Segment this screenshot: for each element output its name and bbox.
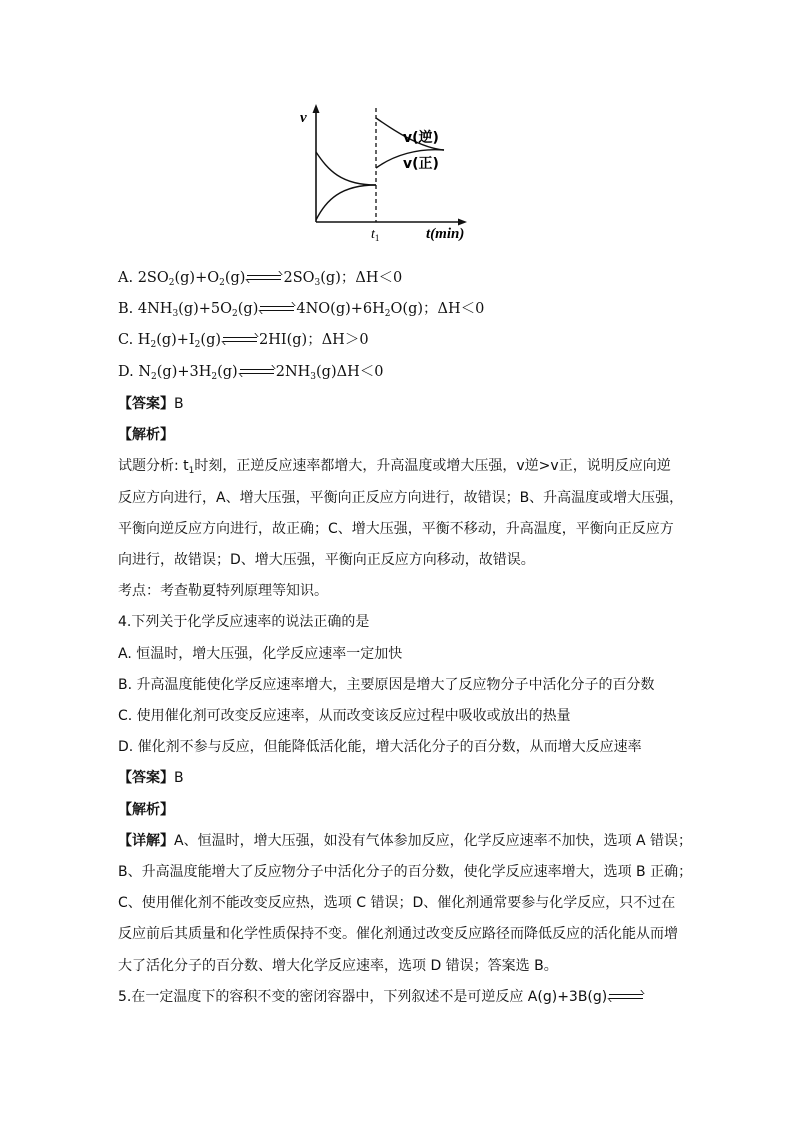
answer-value: B bbox=[174, 396, 184, 412]
option-c-q3 bbox=[118, 330, 369, 350]
formula-text: (g) bbox=[200, 332, 222, 348]
formula-text: 2SO bbox=[283, 270, 315, 286]
q4-answer bbox=[118, 768, 184, 788]
formula-text: (g)+3H bbox=[156, 364, 212, 380]
option-letter: B. bbox=[118, 301, 134, 317]
q4-detail-line-2: B、升高温度能增大了反应物分子中活化分子的百分数，使化学反应速率增大，选项 B 正确； bbox=[118, 864, 693, 880]
graph-svg bbox=[296, 100, 486, 248]
formula-text: (g) bbox=[237, 301, 259, 317]
formula-text: N bbox=[138, 364, 152, 380]
q4-option-b: B. 升高温度能使化学反应速率增大，主要原因是增大了反应物分子中活化分子的百分数 bbox=[118, 677, 655, 693]
subscript: 2 bbox=[384, 309, 391, 319]
subscript: 2 bbox=[232, 309, 238, 319]
q4-option-a: A. 恒温时，增大压强，化学反应速率一定加快 bbox=[118, 646, 403, 662]
t1-label-sub: 1 bbox=[374, 233, 380, 243]
y-axis-arrow bbox=[313, 104, 320, 113]
curve-reverse-before bbox=[316, 152, 376, 185]
formula-text: O(g)；ΔH＜0 bbox=[390, 301, 485, 317]
subscript: 3 bbox=[310, 372, 317, 382]
equilibrium-arrow-icon bbox=[223, 335, 257, 345]
option-letter: D. bbox=[118, 364, 134, 380]
t1-label-main: t bbox=[371, 227, 375, 242]
q4-detail-line-5: 大了活化分子的百分数、增大化学反应速率，选项 D 错误；答案选 B。 bbox=[118, 958, 558, 974]
formula-text: (g)；ΔH＜0 bbox=[320, 270, 403, 286]
q5-stem bbox=[118, 987, 645, 1007]
answer-label: 【答案】 bbox=[118, 770, 174, 786]
subscript: 2 bbox=[211, 372, 218, 382]
equilibrium-arrow-icon bbox=[247, 273, 281, 283]
formula-text: 2SO bbox=[137, 270, 169, 286]
answer-value: B bbox=[174, 770, 184, 786]
subscript: 2 bbox=[194, 340, 201, 350]
subscript: 3 bbox=[172, 309, 179, 319]
q3-analysis-line-1 bbox=[118, 456, 671, 476]
formula-text: (g)ΔH＜0 bbox=[316, 364, 384, 380]
subscript: 2 bbox=[219, 278, 225, 288]
analysis-text: 试题分析: t bbox=[118, 458, 189, 474]
q3-kaodian: 考点：考查勒夏特列原理等知识。 bbox=[118, 583, 328, 599]
formula-text: (g)+I bbox=[156, 332, 195, 348]
q4-option-c: C. 使用催化剂可改变反应速率，从而改变该反应过程中吸收或放出的热量 bbox=[118, 708, 571, 724]
t1-label bbox=[371, 227, 379, 243]
equilibrium-arrow-icon bbox=[260, 304, 294, 314]
detail-label: 【详解】 bbox=[118, 833, 174, 849]
rate-time-graph bbox=[296, 100, 486, 248]
q4-detail-line-3: C、使用催化剂不能改变反应热，选项 C 错误；D、催化剂通常要参与化学反应，只不过在 bbox=[118, 895, 676, 911]
curve-forward-label: v(正) bbox=[403, 156, 439, 172]
q5-stem-text: 5.在一定温度下的容积不变的密闭容器中，下列叙述不是可逆反应 A(g)+3B(g) bbox=[118, 989, 608, 1005]
q3-analysis-line-3: 平衡向逆反应方向进行，故正确；C、增大压强，平衡不移动，升高温度，平衡向正反应方 bbox=[118, 521, 674, 537]
q3-answer bbox=[118, 394, 184, 414]
option-a-q3 bbox=[118, 268, 402, 288]
subscript: 2 bbox=[168, 278, 175, 288]
option-letter: A. bbox=[118, 270, 134, 286]
option-b-q3 bbox=[118, 299, 484, 319]
subscript: 3 bbox=[314, 278, 321, 288]
formula-text: 4NO(g)+6H bbox=[296, 301, 385, 317]
formula-text: (g)+O bbox=[174, 270, 220, 286]
curve-reverse-label: v(逆) bbox=[403, 130, 439, 146]
q4-detail-line-1 bbox=[118, 831, 692, 851]
formula-text: 2NH bbox=[275, 364, 311, 380]
subscript: 2 bbox=[151, 372, 157, 382]
q4-option-d: D. 催化剂不参与反应，但能降低活化能，增大活化分子的百分数，从而增大反应速率 bbox=[118, 739, 642, 755]
q3-analysis-label: 【解析】 bbox=[118, 427, 174, 443]
formula-text: 4NH bbox=[137, 301, 173, 317]
y-axis-label: v bbox=[300, 110, 307, 126]
analysis-text: 时刻，正逆反应速率都增大，升高温度或增大压强，v逆>v正，说明反应向逆 bbox=[194, 458, 671, 474]
q4-analysis-label: 【解析】 bbox=[118, 802, 174, 818]
formula-text: 2HI(g)；ΔH＞0 bbox=[259, 332, 369, 348]
detail-text: A、恒温时，增大压强，如没有气体参加反应，化学反应速率不加快，选项 A 错误； bbox=[174, 833, 693, 849]
q3-analysis-line-2: 反应方向进行，A、增大压强，平衡向正反应方向进行，故错误；B、升高温度或增大压强， bbox=[118, 490, 684, 506]
subscript: 1 bbox=[188, 466, 195, 476]
formula-text: H bbox=[137, 332, 151, 348]
formula-text: (g) bbox=[217, 364, 238, 380]
q4-detail-line-4: 反应前后其质量和化学性质保持不变。催化剂通过改变反应路径而降低反应的活化能从而增 bbox=[118, 926, 678, 942]
formula-text: (g)+5O bbox=[178, 301, 233, 317]
option-d-q3 bbox=[118, 362, 383, 382]
x-axis-label: t(min) bbox=[426, 226, 465, 242]
curve-forward-before bbox=[316, 185, 376, 220]
q4-stem: 4.下列关于化学反应速率的说法正确的是 bbox=[118, 614, 370, 630]
formula-text: (g) bbox=[224, 270, 246, 286]
x-axis-arrow bbox=[458, 219, 467, 226]
subscript: 2 bbox=[150, 340, 157, 350]
q3-analysis-line-4: 向进行，故错误；D、增大压强，平衡向正反应方向移动，故错误。 bbox=[118, 552, 535, 568]
answer-label: 【答案】 bbox=[118, 396, 174, 412]
equilibrium-arrow-icon bbox=[240, 367, 274, 377]
option-letter: C. bbox=[118, 332, 134, 348]
equilibrium-arrow-icon bbox=[609, 992, 643, 1002]
